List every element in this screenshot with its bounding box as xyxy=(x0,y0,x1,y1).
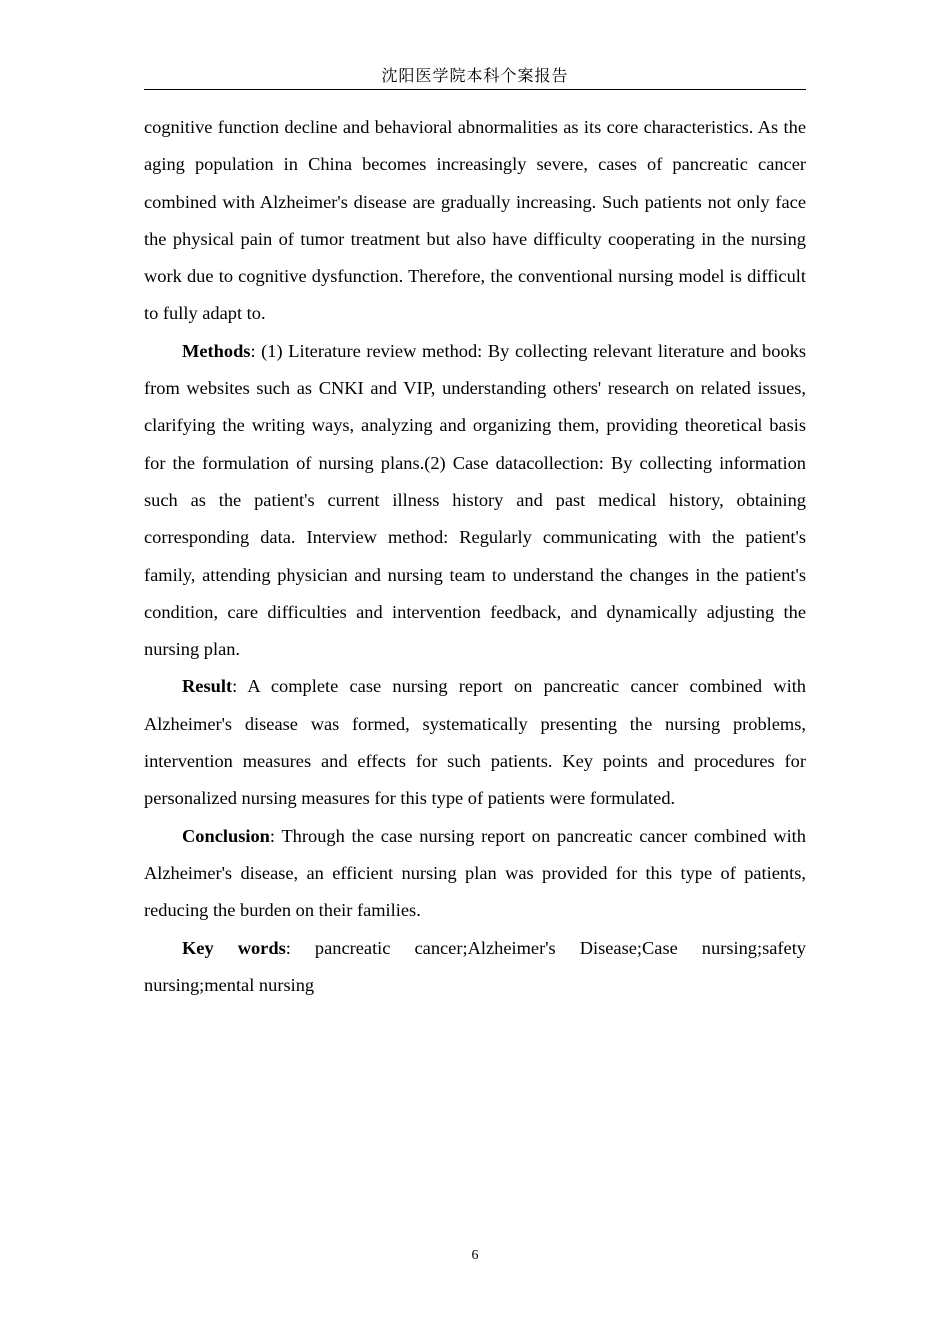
keywords-label: Key words xyxy=(182,937,286,958)
result-paragraph xyxy=(144,668,806,817)
page-number: 6 xyxy=(471,1248,479,1263)
result-label: Result xyxy=(182,676,233,697)
header-title: 沈阳医学院本科个案报告 xyxy=(381,66,569,85)
conclusion-paragraph xyxy=(144,818,806,930)
methods-text: : (1) Literature review method: By collecting relevant literature and books from websites such as CNKI and VIP, understanding others' research on related issues, clarifying the writing ways, analyzing and organizing them, providing theoretical basis for the formulation of nursing plans.(2) Case datacollection: By collecting information such as the patient's current illness history and past medical history, obtaining corresponding data. Interview method: Regularly communicating with the patient's family, attending physician and nursing team to understand the changes in the patient's condition, care difficulties and intervention feedback, and dynamically adjusting the nursing plan. xyxy=(144,340,806,660)
abstract-body xyxy=(144,109,806,1004)
methods-label: Methods xyxy=(182,340,251,361)
page-header xyxy=(144,63,806,90)
keywords-paragraph xyxy=(144,930,806,1005)
methods-paragraph xyxy=(144,333,806,669)
conclusion-label: Conclusion xyxy=(182,825,270,846)
keywords-text: : pancreatic cancer;Alzheimer's Disease;Case nursing;safety nursing;mental nursing xyxy=(144,937,807,995)
conclusion-text: : Through the case nursing report on pancreatic cancer combined with Alzheimer's disease, an efficient nursing plan was provided for this type of patients, reducing the burden on their families. xyxy=(144,825,806,921)
continuation-paragraph: cognitive function decline and behavioral abnormalities as its core characteristics. As the aging population in China becomes increasingly severe, cases of pancreatic cancer combined with Alzheimer's disease are gradually increasing. Such patients not only face the physical pain of tumor treatment but also have difficulty cooperating in the nursing work due to cognitive dysfunction. Therefore, the conventional nursing model is difficult to fully adapt to. xyxy=(144,117,806,324)
result-text: : A complete case nursing report on pancreatic cancer combined with Alzheimer's disease was formed, systematically presenting the nursing problems, intervention measures and effects for such patients. Key points and procedures for personalized nursing measures for this type of patients were formulated. xyxy=(144,676,806,809)
